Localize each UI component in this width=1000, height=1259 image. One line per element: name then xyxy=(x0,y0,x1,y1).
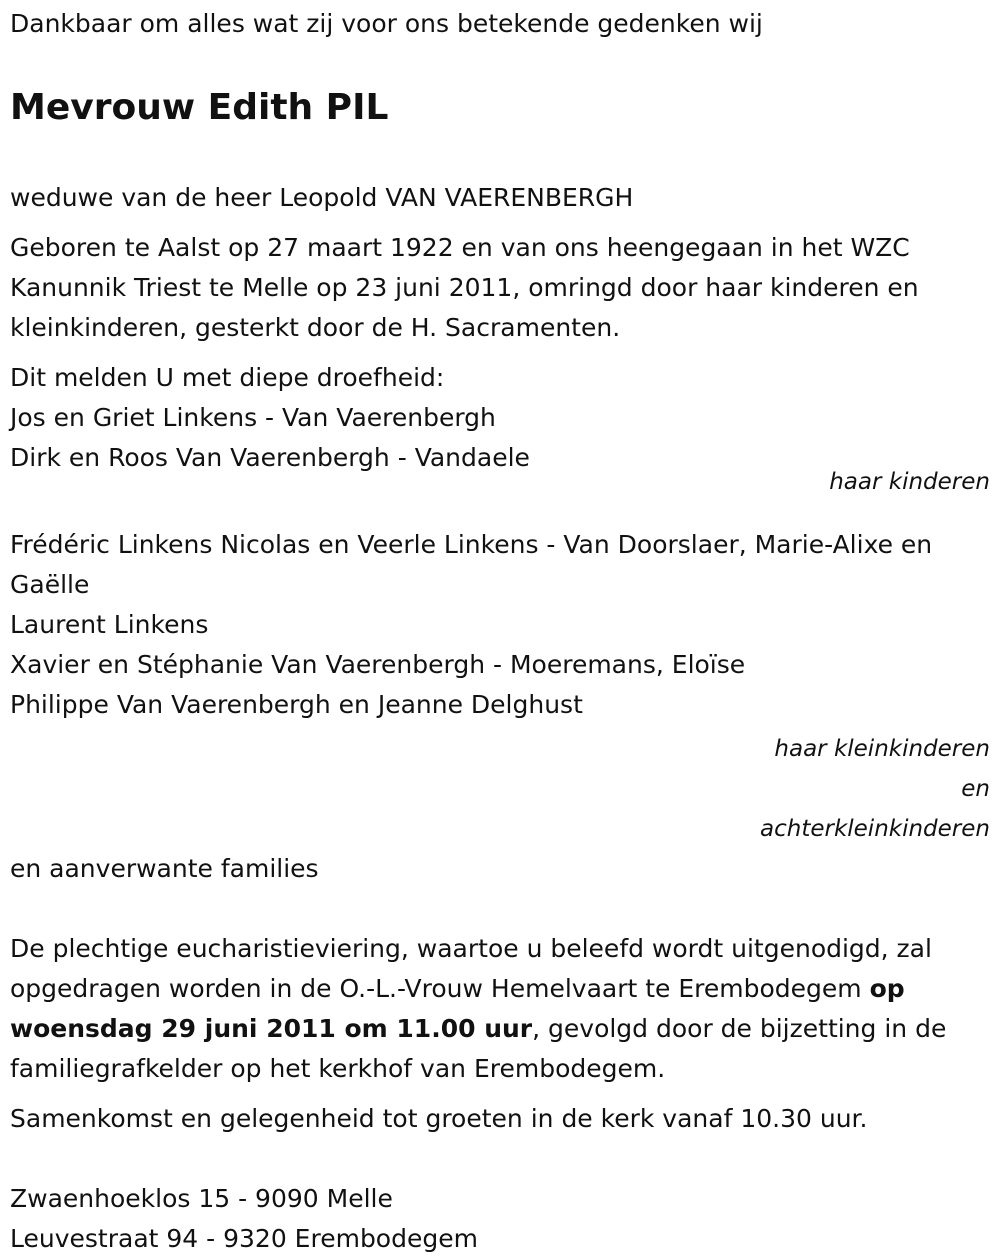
address-line: Zwaenhoeklos 15 - 9090 Melle xyxy=(10,1184,393,1213)
grandchild-entry: Philippe Van Vaerenbergh en Jeanne Delghust xyxy=(10,690,583,719)
child-entry: Dirk en Roos Van Vaerenbergh - Vandaele xyxy=(10,443,530,472)
gathering-text: Samenkomst en gelegenheid tot groeten in de kerk vanaf 10.30 uur. xyxy=(10,1104,868,1133)
children-label: haar kinderen xyxy=(829,469,990,495)
ceremony-date: op woensdag 29 juni 2011 om 11.00 uur xyxy=(10,974,905,1043)
child-entry: Jos en Griet Linkens - Van Vaerenbergh xyxy=(10,403,496,432)
families-text: en aanverwante families xyxy=(10,854,319,883)
grandchildren-label xyxy=(10,729,990,849)
address-list xyxy=(10,1179,990,1259)
grandchildren-label-line: haar kleinkinderen xyxy=(774,736,990,762)
grandchild-entry: Frédéric Linkens Nicolas en Veerle Linkens - Van Doorslaer, Marie-Alixe en Gaëlle xyxy=(10,530,933,599)
grandchildren-label-line: en xyxy=(961,776,990,802)
ceremony-text xyxy=(10,929,990,1089)
birth-death-text: Geboren te Aalst op 27 maart 1922 en van ons heengegaan in het WZC Kanunnik Triest te Melle op 23 juni 2011, omringd door haar kinderen en kleinkinderen, gesterkt door de H. Sacramenten. xyxy=(10,233,919,342)
grandchild-entry: Laurent Linkens xyxy=(10,610,209,639)
ceremony-part-1: De plechtige eucharistieviering, waartoe u beleefd wordt uitgenodigd, zal opgedragen worden in de O.-L.-Vrouw Hemelvaart te Erembodegem xyxy=(10,934,932,1003)
intro-text: Dankbaar om alles wat zij voor ons betekende gedenken wij xyxy=(10,9,763,38)
spouse-text: weduwe van de heer Leopold VAN VAERENBERGH xyxy=(10,183,634,212)
grandchildren-label-line: achterkleinkinderen xyxy=(760,816,990,842)
address-line: Leuvestraat 94 - 9320 Erembodegem xyxy=(10,1224,478,1253)
deceased-name: Mevrouw Edith PIL xyxy=(10,87,389,128)
announce-text: Dit melden U met diepe droefheid: xyxy=(10,363,445,392)
grandchild-entry: Xavier en Stéphanie Van Vaerenbergh - Moeremans, Eloïse xyxy=(10,650,746,679)
grandchildren-list xyxy=(10,525,990,725)
ceremony-part-2: , gevolgd door de bijzetting in de familiegrafkelder op het kerkhof van Erembodegem. xyxy=(10,1014,947,1083)
